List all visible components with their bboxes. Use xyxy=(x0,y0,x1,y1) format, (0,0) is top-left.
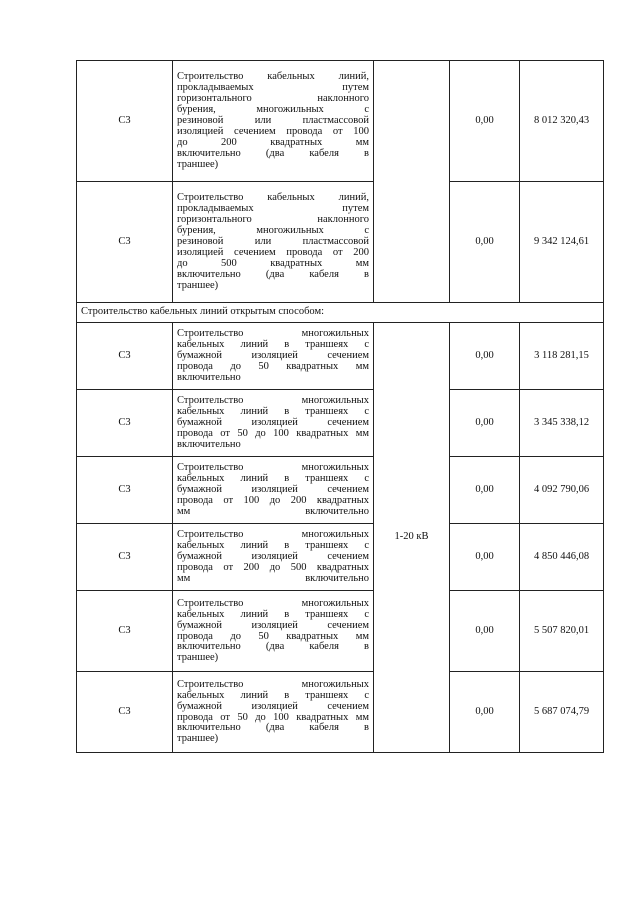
table-row xyxy=(77,457,604,524)
description-line: Строительство кабельных линий, xyxy=(177,71,369,83)
description-line: бурения, многожильных с xyxy=(177,225,369,237)
code-cell: С3 xyxy=(77,524,173,591)
description-line: резиновой или пластмассовой xyxy=(177,236,369,248)
description-line: кабельных линий в траншеях с xyxy=(177,339,369,351)
description-line: Строительство многожильных xyxy=(177,462,369,474)
price-cell: 4 092 790,06 xyxy=(520,457,604,524)
section-title: Строительство кабельных линий открытым способом: xyxy=(77,303,604,323)
description-line: мм включительно xyxy=(177,572,369,584)
description-line: Строительство многожильных xyxy=(177,328,369,340)
description-line: прокладываемых путем xyxy=(177,82,369,94)
table-row xyxy=(77,591,604,672)
description-line: бумажной изоляцией сечением xyxy=(177,551,369,563)
description-line: горизонтального наклонного xyxy=(177,214,369,226)
description-line: кабельных линий в траншеях с xyxy=(177,540,369,552)
description-line: прокладываемых путем xyxy=(177,203,369,215)
table-row xyxy=(77,323,604,390)
description-line: кабельных линий в траншеях с xyxy=(177,689,369,701)
description-cell xyxy=(173,323,374,390)
description-line: резиновой или пластмассовой xyxy=(177,115,369,127)
description-line: провода до 50 квадратных мм xyxy=(177,630,369,642)
description-line: провода до 50 квадратных мм xyxy=(177,360,369,372)
description-line: бумажной изоляцией сечением xyxy=(177,350,369,362)
table-row xyxy=(77,672,604,753)
description-line: включительно xyxy=(177,438,241,450)
description-line: бумажной изоляцией сечением xyxy=(177,619,369,631)
description-line: Строительство многожильных xyxy=(177,597,369,609)
description-line: Строительство многожильных xyxy=(177,529,369,541)
code-cell: С3 xyxy=(77,61,173,182)
voltage-cell-empty xyxy=(374,61,450,303)
code-cell: С3 xyxy=(77,591,173,672)
description-line: провода от 50 до 100 квадратных мм xyxy=(177,427,369,439)
section-row xyxy=(77,303,604,323)
description-line: провода от 100 до 200 квадратных xyxy=(177,494,369,506)
value-cell: 0,00 xyxy=(450,672,520,753)
price-cell: 9 342 124,61 xyxy=(520,182,604,303)
price-cell: 5 687 074,79 xyxy=(520,672,604,753)
table-row xyxy=(77,182,604,303)
description-line: кабельных линий в траншеях с xyxy=(177,608,369,620)
value-cell: 0,00 xyxy=(450,591,520,672)
description-line: бурения, многожильных с xyxy=(177,104,369,116)
description-cell xyxy=(173,61,374,182)
description-line: кабельных линий в траншеях с xyxy=(177,406,369,418)
description-line: кабельных линий в траншеях с xyxy=(177,473,369,485)
description-cell xyxy=(173,457,374,524)
description-line: Строительство многожильных xyxy=(177,678,369,690)
description-line: траншее) xyxy=(177,652,219,664)
description-line: изоляцией сечением провода от 200 xyxy=(177,246,369,258)
value-cell: 0,00 xyxy=(450,61,520,182)
code-cell: С3 xyxy=(77,672,173,753)
description-cell xyxy=(173,591,374,672)
description-line: бумажной изоляцией сечением xyxy=(177,700,369,712)
voltage-cell: 1-20 кВ xyxy=(374,323,450,753)
price-cell: 8 012 320,43 xyxy=(520,61,604,182)
price-cell: 3 118 281,15 xyxy=(520,323,604,390)
description-line: включительно (два кабеля в xyxy=(177,722,369,734)
table-row xyxy=(77,524,604,591)
description-line: траншее) xyxy=(177,279,219,291)
description-cell xyxy=(173,524,374,591)
value-cell: 0,00 xyxy=(450,323,520,390)
description-cell xyxy=(173,672,374,753)
value-cell: 0,00 xyxy=(450,457,520,524)
code-cell: С3 xyxy=(77,182,173,303)
description-line: включительно (два кабеля в xyxy=(177,147,369,159)
price-cell: 5 507 820,01 xyxy=(520,591,604,672)
description-line: Строительство многожильных xyxy=(177,395,369,407)
description-line: бумажной изоляцией сечением xyxy=(177,484,369,496)
description-line: бумажной изоляцией сечением xyxy=(177,417,369,429)
description-line: включительно (два кабеля в xyxy=(177,641,369,653)
description-line: траншее) xyxy=(177,158,219,170)
value-cell: 0,00 xyxy=(450,390,520,457)
code-cell: С3 xyxy=(77,390,173,457)
description-line: до 500 квадратных мм xyxy=(177,257,369,269)
description-line: траншее) xyxy=(177,733,219,745)
price-cell: 4 850 446,08 xyxy=(520,524,604,591)
code-cell: С3 xyxy=(77,457,173,524)
description-cell xyxy=(173,182,374,303)
table-row xyxy=(77,390,604,457)
description-line: до 200 квадратных мм xyxy=(177,136,369,148)
tariff-table-body xyxy=(77,61,604,753)
description-line: горизонтального наклонного xyxy=(177,93,369,105)
description-line: изоляцией сечением провода от 100 xyxy=(177,125,369,137)
code-cell: С3 xyxy=(77,323,173,390)
description-line: мм включительно xyxy=(177,505,369,517)
description-line: включительно xyxy=(177,371,241,383)
price-cell: 3 345 338,12 xyxy=(520,390,604,457)
value-cell: 0,00 xyxy=(450,524,520,591)
description-line: провода от 50 до 100 квадратных мм xyxy=(177,711,369,723)
tariff-table xyxy=(76,60,604,753)
description-cell xyxy=(173,390,374,457)
description-line: провода от 200 до 500 квадратных xyxy=(177,561,369,573)
description-line: включительно (два кабеля в xyxy=(177,268,369,280)
table-row xyxy=(77,61,604,182)
value-cell: 0,00 xyxy=(450,182,520,303)
description-line: Строительство кабельных линий, xyxy=(177,192,369,204)
